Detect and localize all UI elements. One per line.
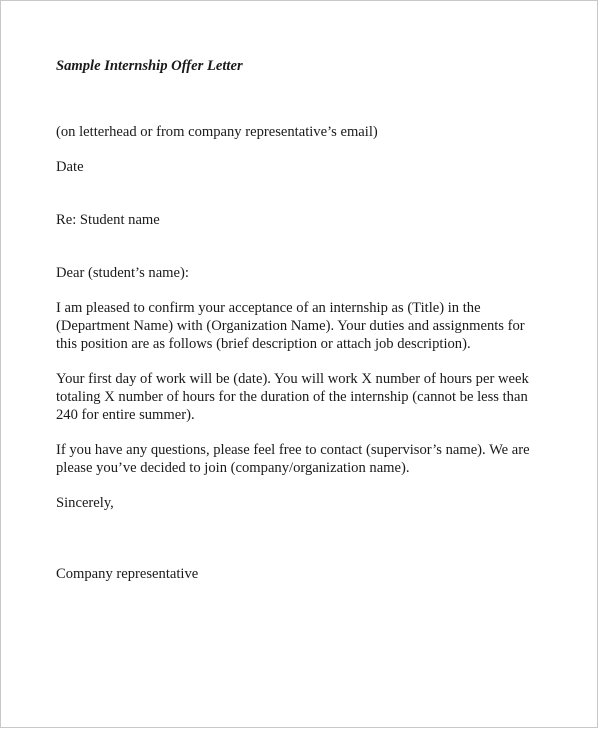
letterhead-note: (on letterhead or from company representative’s email) <box>56 124 378 140</box>
paragraph-line: Your first day of work will be (date). You will work X number of hours per week <box>56 371 529 387</box>
paragraph-contact <box>56 441 576 477</box>
paragraph-line: totaling X number of hours for the duration of the internship (cannot be less than <box>56 389 528 405</box>
paragraph-schedule <box>56 370 576 424</box>
paragraph-line: If you have any questions, please feel free to contact (supervisor’s name). We are <box>56 442 530 458</box>
letter-body <box>56 57 576 583</box>
salutation: Dear (student’s name): <box>56 265 189 281</box>
document-title: Sample Internship Offer Letter <box>56 58 243 74</box>
re-line: Re: Student name <box>56 212 160 228</box>
paragraph-confirmation <box>56 299 576 353</box>
paragraph-line: (Department Name) with (Organization Name). Your duties and assignments for <box>56 318 525 334</box>
paragraph-line: this position are as follows (brief description or attach job description). <box>56 336 471 352</box>
signature: Company representative <box>56 566 199 582</box>
paragraph-line: please you’ve decided to join (company/organization name). <box>56 460 410 476</box>
date-line: Date <box>56 159 84 175</box>
paragraph-line: I am pleased to confirm your acceptance of an internship as (Title) in the <box>56 300 481 316</box>
paragraph-line: 240 for entire summer). <box>56 407 195 423</box>
closing: Sincerely, <box>56 495 114 511</box>
